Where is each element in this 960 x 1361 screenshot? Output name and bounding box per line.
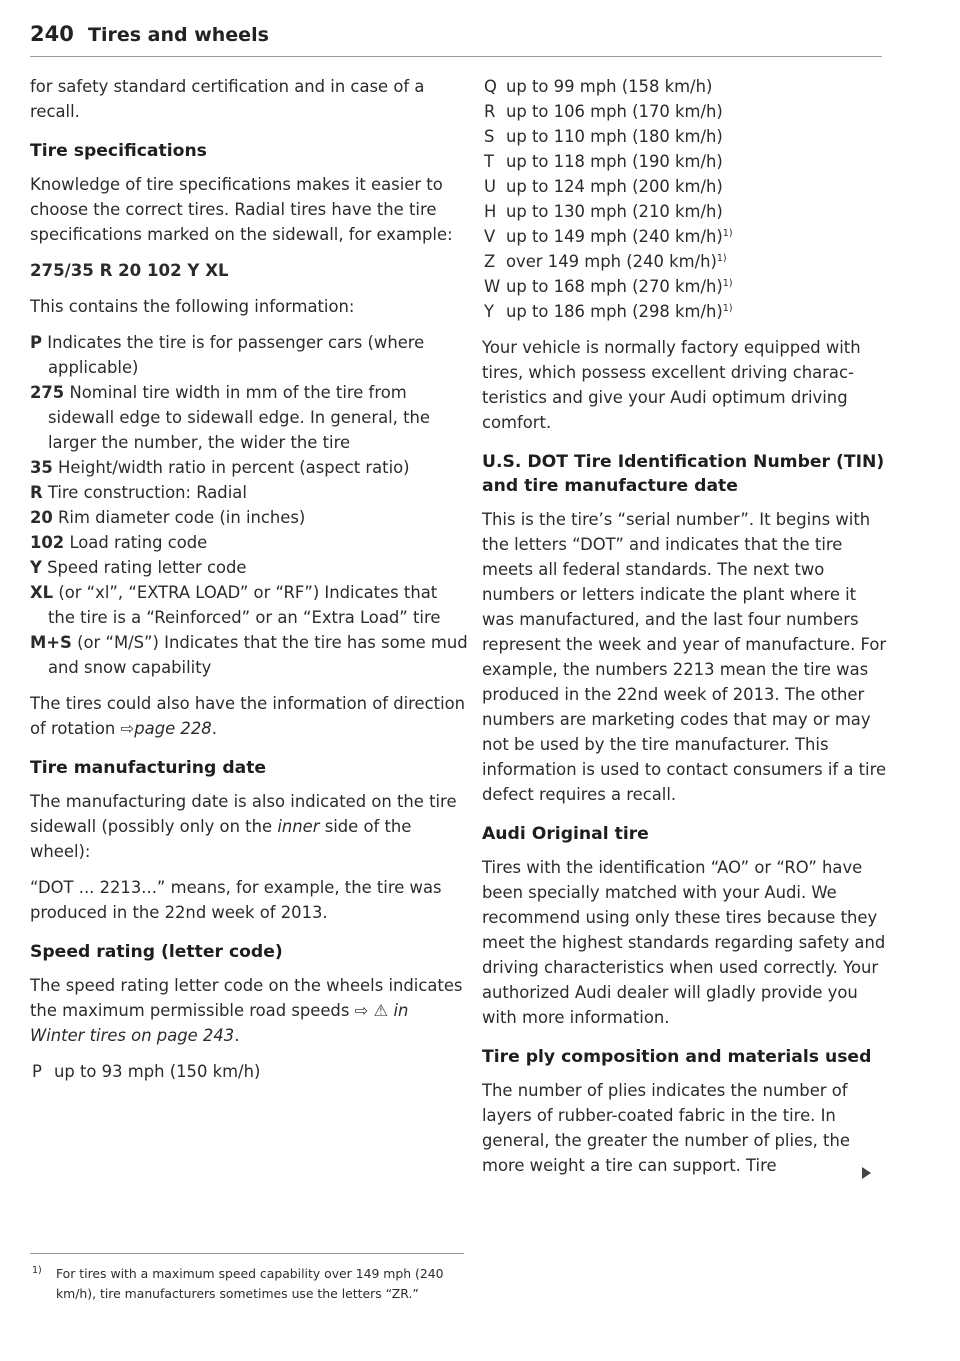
speed-rating-text: up to 186 mph (298 km/h)	[506, 302, 723, 321]
definition-term: 20	[30, 508, 53, 527]
speed-rating-item	[482, 124, 892, 149]
manufacturing-text: The manufacturing date is also indicated on the tire sidewall (possibly only on the	[30, 792, 457, 836]
speed-rating-list	[482, 74, 892, 324]
specs-info-paragraph: This contains the following information:	[30, 297, 355, 316]
speed-rating-text: up to 118 mph (190 km/h)	[506, 152, 723, 171]
definition-text: Indicates the tire is for passenger cars (where applicable)	[47, 333, 425, 377]
definition-text: (or “M/S”) Indicates that the tire has some mud and snow capability	[48, 633, 468, 677]
speed-rating-text: up to 124 mph (200 km/h)	[506, 177, 723, 196]
tire-code-definition-list	[30, 330, 468, 680]
speed-rating-item	[482, 224, 892, 249]
definition-item	[30, 555, 468, 580]
definition-item	[30, 580, 468, 630]
definition-text: Load rating code	[69, 533, 208, 552]
speed-rating-text: up to 106 mph (170 km/h)	[506, 102, 723, 121]
definition-term: P	[30, 333, 43, 352]
speed-rating-code: Q	[484, 77, 497, 96]
cross-reference-arrow-icon: ⇨	[120, 719, 135, 738]
speed-rating-list-start	[30, 1059, 468, 1084]
speed-rating-item	[482, 199, 892, 224]
speed-rating-item	[482, 149, 892, 174]
speed-rating-code: T	[484, 152, 495, 171]
footnote-area	[30, 1253, 464, 1304]
speed-rating-text: up to 110 mph (180 km/h)	[506, 127, 723, 146]
speed-rating-code: P	[32, 1062, 42, 1081]
definition-text: Rim diameter code (in inches)	[58, 508, 306, 527]
speed-rating-code: V	[484, 227, 496, 246]
footnote	[30, 1264, 464, 1304]
rotation-end: .	[211, 719, 217, 738]
speed-rating-item	[482, 174, 892, 199]
left-column	[30, 74, 468, 1095]
definition-text: Tire construction: Radial	[47, 483, 247, 502]
footnote-reference: 1)	[722, 278, 733, 289]
speed-rating-text: The speed rating letter code on the wheels indicates the maximum permissible road speeds	[30, 976, 463, 1020]
dot-example-paragraph: “DOT ... 2213...” means, for example, the tire was produced in the 22nd week of 2013.	[30, 878, 442, 922]
rotation-paragraph	[30, 691, 468, 741]
right-column	[482, 74, 892, 1189]
winter-tires-reference-link[interactable]: in Winter tires on page 243	[30, 1001, 409, 1045]
speed-rating-code: R	[484, 102, 496, 121]
page-header	[30, 22, 882, 57]
definition-term: 35	[30, 458, 53, 477]
definition-item	[30, 380, 468, 455]
audi-original-paragraph: Tires with the identification “AO” or “RO” have been specially matched with your Audi. We recommend using only these tires because they meet the highest standards regarding safety and driving characteristics when used correctly. Your authorized Audi dealer will gladly provide you with more information.	[482, 858, 886, 1027]
speed-rating-code: H	[484, 202, 497, 221]
speed-rating-item	[482, 74, 892, 99]
section-title: Tires and wheels	[88, 24, 269, 46]
speed-rating-code: S	[484, 127, 495, 146]
heading-tire-specifications: Tire specifications	[30, 141, 207, 161]
definition-text: Speed rating letter code	[47, 558, 247, 577]
specs-paragraph: Knowledge of tire specifications makes it easier to choose the correct tires. Radial tires have the tire specifications marked on the sidewall, for example:	[30, 175, 453, 244]
speed-rating-item	[30, 1059, 468, 1084]
definition-item	[30, 505, 468, 530]
speed-rating-text: up to 130 mph (210 km/h)	[506, 202, 723, 221]
definition-item	[30, 330, 468, 380]
footnote-reference: 1)	[716, 253, 727, 264]
manufacturing-paragraph	[30, 789, 468, 864]
definition-term: R	[30, 483, 43, 502]
definition-term: 275	[30, 383, 65, 402]
warning-triangle-icon: ⚠	[373, 1001, 389, 1020]
intro-paragraph: for safety standard certification and in case of a recall.	[30, 77, 425, 121]
speed-rating-code: W	[484, 277, 501, 296]
cross-reference-arrow-icon: ⇨	[354, 1001, 369, 1020]
heading-dot-tin: U.S. DOT Tire Identification Number (TIN) and tire manufacture date	[482, 452, 885, 496]
heading-speed-rating: Speed rating (letter code)	[30, 942, 283, 962]
definition-text: (or “xl”, “EXTRA LOAD” or “RF”) Indicates that the tire is a “Reinforced” or an “Extra Load” tire	[48, 583, 441, 627]
rotation-text: The tires could also have the information of direction of rotation	[30, 694, 466, 738]
heading-tire-ply: Tire ply composition and materials used	[482, 1047, 872, 1067]
footnote-text: For tires with a maximum speed capability over 149 mph (240 km/h), tire manufacturers sometimes use the letters “ZR.”	[56, 1266, 444, 1301]
definition-term: M+S	[30, 633, 72, 652]
heading-tire-manufacturing-date: Tire manufacturing date	[30, 758, 267, 778]
speed-rating-code: U	[484, 177, 496, 196]
definition-text: Height/width ratio in percent (aspect ratio)	[58, 458, 410, 477]
factory-tires-paragraph: Your vehicle is normally factory equipped with tires, which possess excellent driving characteristics and give your Audi optimum driving comfort.	[482, 338, 861, 432]
footnote-mark: 1)	[32, 1265, 42, 1276]
speed-rating-text: up to 93 mph (150 km/h)	[54, 1062, 261, 1081]
footnote-reference: 1)	[722, 303, 733, 314]
definition-item	[30, 630, 468, 680]
continue-arrow-icon	[862, 1167, 871, 1179]
speed-rating-end: .	[234, 1026, 240, 1045]
definition-item	[30, 480, 468, 505]
heading-audi-original-tire: Audi Original tire	[482, 824, 649, 844]
tire-ply-paragraph: The number of plies indicates the number of layers of rubber-coated fabric in the tire. In general, the greater the number of plies, the more weight a tire can support. Tire	[482, 1081, 850, 1175]
emphasis-inner: inner	[277, 817, 320, 836]
speed-rating-paragraph	[30, 973, 468, 1048]
manufacturing-text-end: side of the wheel):	[30, 817, 412, 861]
definition-text: Nominal tire width in mm of the tire from sidewall edge to sidewall edge. In general, the larger the number, the wider the tire	[48, 383, 430, 452]
page-number: 240	[30, 22, 74, 46]
definition-term: XL	[30, 583, 54, 602]
definition-item	[30, 455, 468, 480]
speed-rating-text: up to 168 mph (270 km/h)	[506, 277, 723, 296]
speed-rating-item	[482, 299, 892, 324]
page-reference-link[interactable]: page 228	[134, 719, 212, 738]
definition-item	[30, 530, 468, 555]
speed-rating-text: up to 99 mph (158 km/h)	[506, 77, 713, 96]
speed-rating-text: up to 149 mph (240 km/h)	[506, 227, 723, 246]
definition-term: 102	[30, 533, 65, 552]
speed-rating-item	[482, 274, 892, 299]
speed-rating-item	[482, 249, 892, 274]
speed-rating-code: Z	[484, 252, 496, 271]
speed-rating-code: Y	[484, 302, 495, 321]
tire-size-code: 275/35 R 20 102 Y XL	[30, 261, 229, 280]
footnote-divider	[30, 1253, 464, 1254]
tin-paragraph: This is the tire’s “serial number”. It begins with the letters “DOT” and indicates that the tire meets all federal standards. The next two numbers or letters indicate the plant where it was manufactured, and the last four numbers represent the week and year of manufacture. For example, the numbers 2213 mean the tire was produced in the 22nd week of 2013. The other numbers are marketing codes that may or may not be used by the tire manufacturer. This information is used to contact consumers if a tire defect requires a recall.	[482, 510, 887, 804]
speed-rating-text: over 149 mph (240 km/h)	[506, 252, 717, 271]
footnote-reference: 1)	[722, 228, 733, 239]
definition-term: Y	[30, 558, 42, 577]
speed-rating-item	[482, 99, 892, 124]
